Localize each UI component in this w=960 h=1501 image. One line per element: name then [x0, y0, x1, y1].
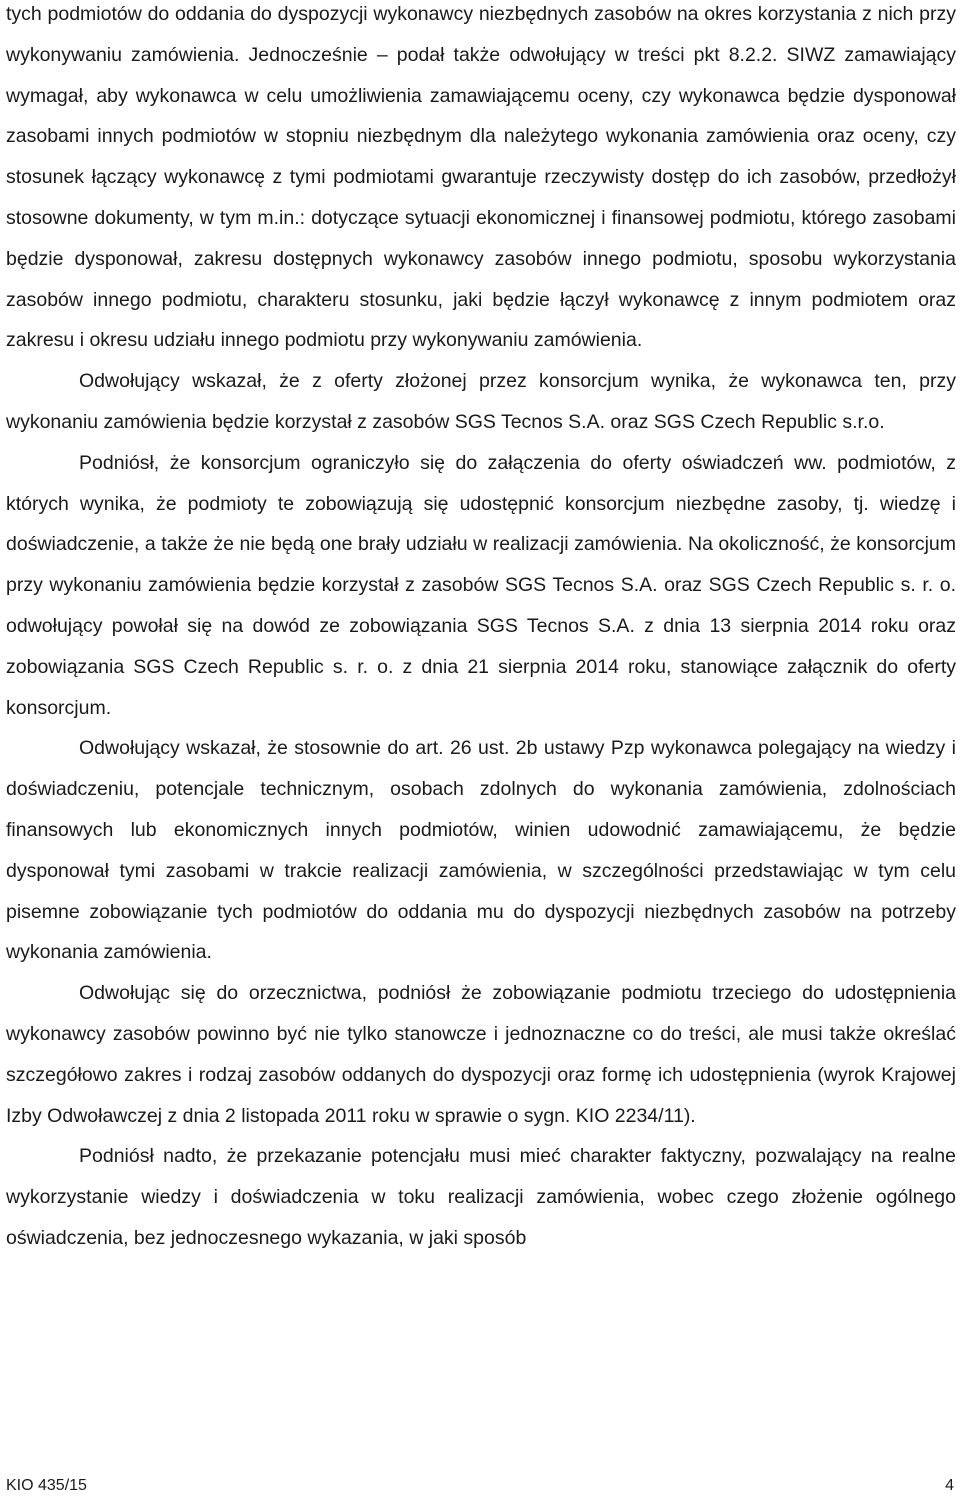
page-footer [6, 1476, 954, 1496]
paragraph-consortium-statements: Podniósł, że konsorcjum ograniczyło się do załączenia do oferty oświadczeń ww. podmiotów, z których wynika, że podmioty te zobowiązują się udostępnić konsorcjum niezbędne zasoby, tj. wiedzę i doświadczenie, a także że nie będą one brały udziału w realizacji zamówienia. Na okoliczność, że konsorcjum przy wykonaniu zamówienia będzie korzystał z zasobów SGS Tecnos S.A. oraz SGS Czech Republic s. r. o. odwołujący powołał się na dowód ze zobowiązania SGS Tecnos S.A. z dnia 13 sierpnia 2014 roku oraz zobowiązania SGS Czech Republic s. r. o. z dnia 21 sierpnia 2014 roku, stanowiące załącznik do oferty konsorcjum. [6, 451, 956, 719]
paragraph-potential-transfer: Podniósł nadto, że przekazanie potencjału musi mieć charakter faktyczny, pozwalający na realne wykorzystanie wiedzy i doświadczenia w toku realizacji zamówienia, wobec czego złożenie ogólnego oświadczenia, bez jednoczesnego wykazania, w jaki sposób [6, 1145, 956, 1249]
paragraph-continuation: tych podmiotów do oddania do dyspozycji wykonawcy niezbędnych zasobów na okres korzystania z nich przy wykonywaniu zamówienia. Jednocześnie – podał także odwołujący w treści pkt 8.2.2. SIWZ zamawiający wymagał, aby wykonawca w celu umożliwienia zamawiającemu oceny, czy wykonawca będzie dysponował zasobami innych podmiotów w stopniu niezbędnym dla należytego wykonania zamówienia oraz oceny, czy stosunek łączący wykonawcę z tymi podmiotami gwarantuje rzeczywisty dostęp do ich zasobów, przedłożył stosowne dokumenty, w tym m.in.: dotyczące sytuacji ekonomicznej i finansowej podmiotu, którego zasobami będzie dysponował, zakresu dostępnych wykonawcy zasobów innego podmiotu, sposobu wykorzystania zasobów innego podmiotu, charakteru stosunku, jaki będzie łączył wykonawcę z innym podmiotem oraz zakresu i okresu udziału innego podmiotu przy wykonywaniu zamówienia. [6, 3, 956, 352]
document-body [6, 0, 956, 1259]
page-number: 4 [945, 1477, 954, 1494]
paragraph-case-law: Odwołując się do orzecznictwa, podniósł że zobowiązanie podmiotu trzeciego do udostępnienia wykonawcy zasobów powinno być nie tylko stanowcze i jednoznaczne co do treści, ale musi także określać szczegółowo zakres i rodzaj zasobów oddanych do dyspozycji oraz formę ich udostępnienia (wyrok Krajowej Izby Odwoławczej z dnia 2 listopada 2011 roku w sprawie o sygn. KIO 2234/11). [6, 982, 956, 1127]
paragraph-consortium-resources: Odwołujący wskazał, że z oferty złożonej przez konsorcjum wynika, że wykonawca ten, przy wykonaniu zamówienia będzie korzystał z zasobów SGS Tecnos S.A. oraz SGS Czech Republic s.r.o. [6, 370, 956, 433]
paragraph-art-26: Odwołujący wskazał, że stosownie do art. 26 ust. 2b ustawy Pzp wykonawca polegający na wiedzy i doświadczeniu, potencjale technicznym, osobach zdolnych do wykonania zamówienia, zdolnościach finansowych lub ekonomicznych innych podmiotów, winien udowodnić zamawiającemu, że będzie dysponował tymi zasobami w trakcie realizacji zamówienia, w szczególności przedstawiając w tym celu pisemne zobowiązanie tych podmiotów do oddania mu do dyspozycji niezbędnych zasobów na potrzeby wykonania zamówienia. [6, 737, 956, 964]
case-number: KIO 435/15 [6, 1477, 87, 1494]
